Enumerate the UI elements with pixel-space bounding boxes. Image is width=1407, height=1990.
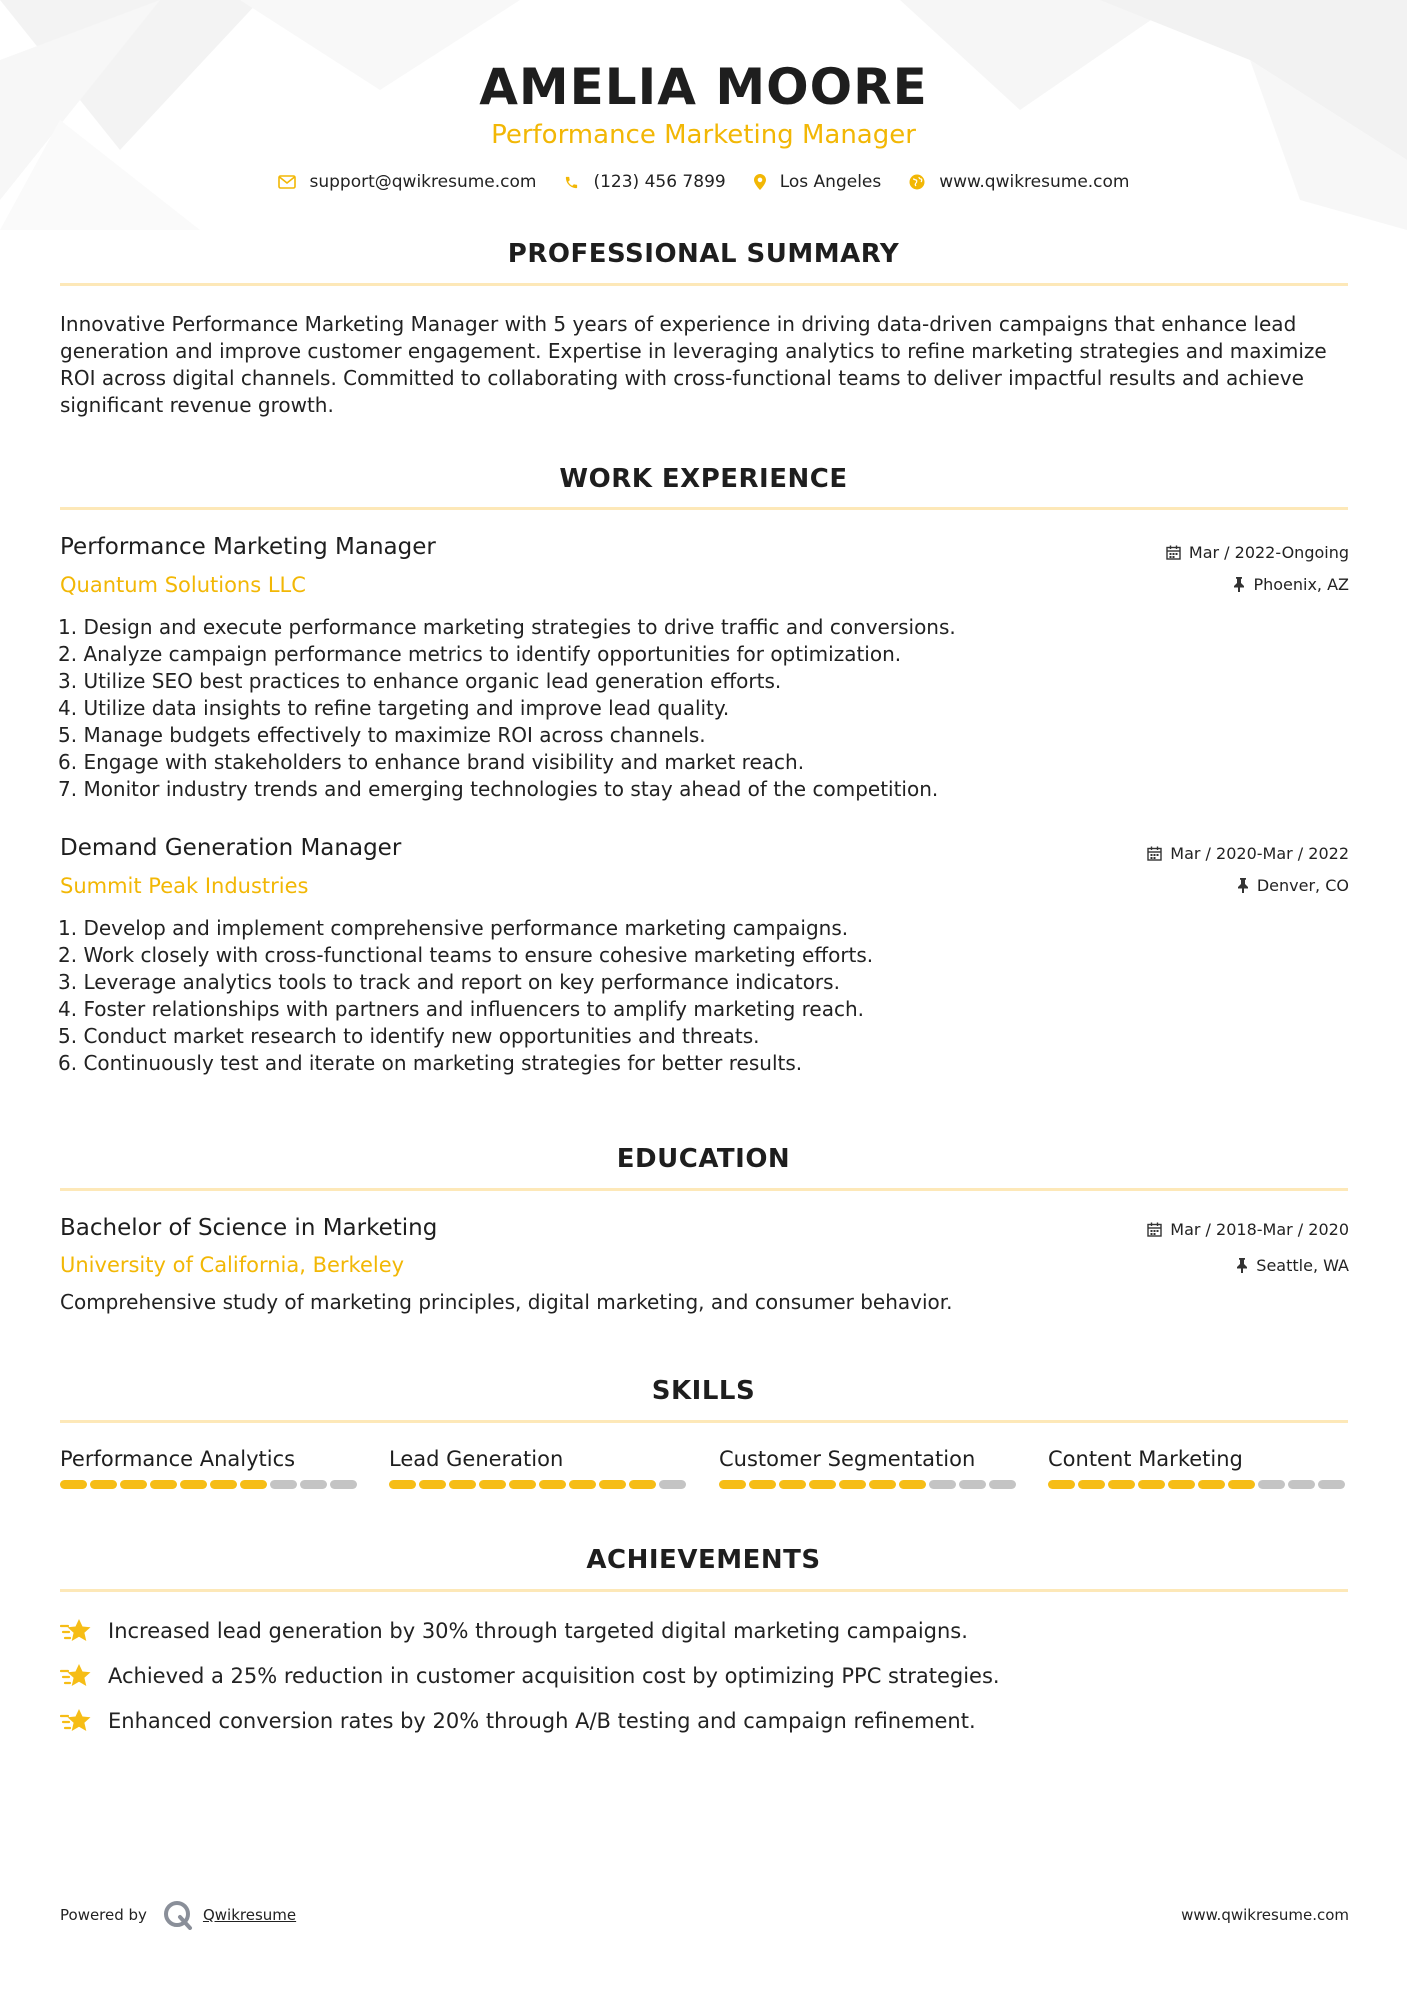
pushpin-icon <box>1236 1258 1248 1273</box>
skill-name: Customer Segmentation <box>719 1447 976 1471</box>
map-pin-icon <box>754 174 766 190</box>
calendar-icon <box>1147 1222 1162 1237</box>
contact-location <box>754 172 882 192</box>
calendar-icon <box>1166 545 1181 560</box>
achievement-text: Increased lead generation by 30% through targeted digital marketing campaigns. <box>108 1619 968 1643</box>
skill-segment-empty <box>989 1480 1016 1489</box>
skill-segment-filled <box>509 1480 536 1489</box>
job-location <box>1233 575 1349 594</box>
footer-powered-by <box>60 1900 296 1930</box>
education-description: Comprehensive study of marketing principles, digital marketing, and consumer behavior. <box>60 1290 953 1314</box>
skill-segment-empty <box>659 1480 686 1489</box>
achievement-item <box>60 1617 968 1645</box>
contact-phone[interactable] <box>564 172 725 192</box>
section-title-skills: SKILLS <box>651 1376 756 1406</box>
job-dates <box>1147 844 1349 863</box>
skill-segment-filled <box>1108 1480 1135 1489</box>
skill-segment-empty <box>1318 1480 1345 1489</box>
list-item: 3. Leverage analytics tools to track and report on key performance indicators. <box>58 970 840 994</box>
skill-name: Content Marketing <box>1048 1447 1243 1471</box>
skill-segment-filled <box>599 1480 626 1489</box>
star-icon <box>60 1617 92 1645</box>
skill-segment-filled <box>1228 1480 1255 1489</box>
achievement-item <box>60 1662 1000 1690</box>
contact-location-text: Los Angeles <box>779 172 882 192</box>
skill-name: Lead Generation <box>389 1447 564 1471</box>
section-divider <box>60 283 1348 286</box>
skill-segment-filled <box>150 1480 177 1489</box>
contact-phone-text: (123) 456 7899 <box>593 172 726 192</box>
section-divider <box>60 1188 1348 1191</box>
job-title: Demand Generation Manager <box>60 835 402 861</box>
pushpin-icon <box>1237 878 1249 893</box>
skill-segment-empty <box>330 1480 357 1489</box>
candidate-role: Performance Marketing Manager <box>491 120 916 150</box>
list-item: 1. Develop and implement comprehensive performance marketing campaigns. <box>58 916 849 940</box>
star-icon <box>60 1707 92 1735</box>
education-dates <box>1147 1220 1349 1239</box>
skill-segment-empty <box>929 1480 956 1489</box>
list-item: 4. Foster relationships with partners and influencers to amplify marketing reach. <box>58 997 865 1021</box>
section-title-education: EDUCATION <box>616 1144 791 1174</box>
skill-segment-filled <box>809 1480 836 1489</box>
list-item: 5. Conduct market research to identify new opportunities and threats. <box>58 1024 760 1048</box>
job-responsibilities <box>58 915 1308 1077</box>
job-dates <box>1166 543 1349 562</box>
list-item: 6. Engage with stakeholders to enhance brand visibility and market reach. <box>58 750 805 774</box>
skill-segment-filled <box>839 1480 866 1489</box>
contact-email[interactable] <box>278 172 537 192</box>
skill-segment-filled <box>629 1480 656 1489</box>
summary-text: Innovative Performance Marketing Manager with 5 years of experience in driving data-driven campaigns that enhance lead generation and improve customer engagement. Expertise in leveraging analytics to refine marketing strategies and maximize ROI across digital channels. Committed to collaborating with cross-functional teams to deliver impactful results and achieve significant revenue growth. <box>60 312 1327 417</box>
skill-segment-filled <box>1048 1480 1075 1489</box>
contact-bar <box>0 172 1407 192</box>
skill-segment-empty <box>300 1480 327 1489</box>
calendar-icon <box>1147 846 1162 861</box>
list-item: 2. Analyze campaign performance metrics to identify opportunities for optimization. <box>58 642 902 666</box>
job-responsibilities <box>58 614 1308 803</box>
skill-segment-filled <box>210 1480 237 1489</box>
section-title-achievements: ACHIEVEMENTS <box>586 1545 821 1575</box>
footer-powered-label: Powered by <box>60 1906 147 1924</box>
job-title: Performance Marketing Manager <box>60 534 436 560</box>
skill-segment-filled <box>779 1480 806 1489</box>
job-dates-text: Mar / 2020-Mar / 2022 <box>1170 844 1349 863</box>
list-item: 5. Manage budgets effectively to maximize ROI across channels. <box>58 723 706 747</box>
list-item: 7. Monitor industry trends and emerging technologies to stay ahead of the competition. <box>58 777 939 801</box>
skill-segment-filled <box>1168 1480 1195 1489</box>
skill-segment-filled <box>899 1480 926 1489</box>
skill-segment-filled <box>1078 1480 1105 1489</box>
job-company: Quantum Solutions LLC <box>60 573 306 597</box>
skill-segment-filled <box>180 1480 207 1489</box>
skill-item <box>719 1447 1019 1489</box>
job-company: Summit Peak Industries <box>60 874 309 898</box>
section-divider <box>60 507 1348 510</box>
achievement-text: Enhanced conversion rates by 20% through A/B testing and campaign refinement. <box>108 1709 976 1733</box>
contact-email-text: support@qwikresume.com <box>309 172 537 192</box>
skill-segment-filled <box>1138 1480 1165 1489</box>
section-divider <box>60 1420 1348 1423</box>
skill-segment-filled <box>60 1480 87 1489</box>
skill-segment-filled <box>120 1480 147 1489</box>
list-item: 1. Design and execute performance marketing strategies to drive traffic and conversions. <box>58 615 956 639</box>
phone-icon <box>564 175 579 190</box>
skill-segment-filled <box>389 1480 416 1489</box>
job-location-text: Phoenix, AZ <box>1253 575 1349 594</box>
qwikresume-logo-icon <box>163 1900 193 1930</box>
contact-website-text: www.qwikresume.com <box>939 172 1130 192</box>
skill-segment-filled <box>869 1480 896 1489</box>
skill-segment-filled <box>749 1480 776 1489</box>
skill-level-bar <box>719 1480 1019 1489</box>
skill-item <box>60 1447 360 1489</box>
candidate-name: AMELIA MOORE <box>479 58 928 116</box>
section-divider <box>60 1589 1348 1592</box>
contact-website[interactable] <box>909 172 1129 192</box>
star-icon <box>60 1662 92 1690</box>
skill-level-bar <box>389 1480 689 1489</box>
education-school: University of California, Berkeley <box>60 1253 405 1277</box>
skill-segment-filled <box>539 1480 566 1489</box>
skill-item <box>389 1447 689 1489</box>
skill-segment-filled <box>479 1480 506 1489</box>
education-degree: Bachelor of Science in Marketing <box>60 1215 438 1241</box>
skill-item <box>1048 1447 1348 1489</box>
list-item: 3. Utilize SEO best practices to enhance organic lead generation efforts. <box>58 669 782 693</box>
skill-segment-filled <box>569 1480 596 1489</box>
list-item: 4. Utilize data insights to refine targeting and improve lead quality. <box>58 696 730 720</box>
achievement-item <box>60 1707 976 1735</box>
mail-icon <box>278 175 296 189</box>
skill-segment-filled <box>90 1480 117 1489</box>
achievement-text: Achieved a 25% reduction in customer acquisition cost by optimizing PPC strategies. <box>108 1664 1000 1688</box>
list-item: 6. Continuously test and iterate on marketing strategies for better results. <box>58 1051 803 1075</box>
globe-icon <box>909 174 925 190</box>
skill-segment-empty <box>1258 1480 1285 1489</box>
skill-segment-filled <box>419 1480 446 1489</box>
skill-level-bar <box>60 1480 360 1489</box>
skill-name: Performance Analytics <box>60 1447 296 1471</box>
section-title-summary: PROFESSIONAL SUMMARY <box>507 239 900 269</box>
skill-segment-empty <box>270 1480 297 1489</box>
job-location-text: Denver, CO <box>1256 876 1349 895</box>
pushpin-icon <box>1233 577 1245 592</box>
education-location-text: Seattle, WA <box>1256 1256 1349 1275</box>
footer-website[interactable]: www.qwikresume.com <box>1181 1906 1349 1924</box>
list-item: 2. Work closely with cross-functional teams to ensure cohesive marketing efforts. <box>58 943 874 967</box>
skill-segment-filled <box>1198 1480 1225 1489</box>
job-location <box>1237 876 1349 895</box>
skill-segment-filled <box>719 1480 746 1489</box>
section-title-work: WORK EXPERIENCE <box>559 464 848 494</box>
skill-segment-filled <box>449 1480 476 1489</box>
footer-brand-link[interactable]: Qwikresume <box>202 1906 297 1924</box>
job-dates-text: Mar / 2022-Ongoing <box>1188 543 1349 562</box>
education-location <box>1236 1256 1349 1275</box>
skill-segment-empty <box>959 1480 986 1489</box>
skill-segment-filled <box>240 1480 267 1489</box>
skill-segment-empty <box>1288 1480 1315 1489</box>
skill-level-bar <box>1048 1480 1348 1489</box>
education-dates-text: Mar / 2018-Mar / 2020 <box>1170 1220 1349 1239</box>
